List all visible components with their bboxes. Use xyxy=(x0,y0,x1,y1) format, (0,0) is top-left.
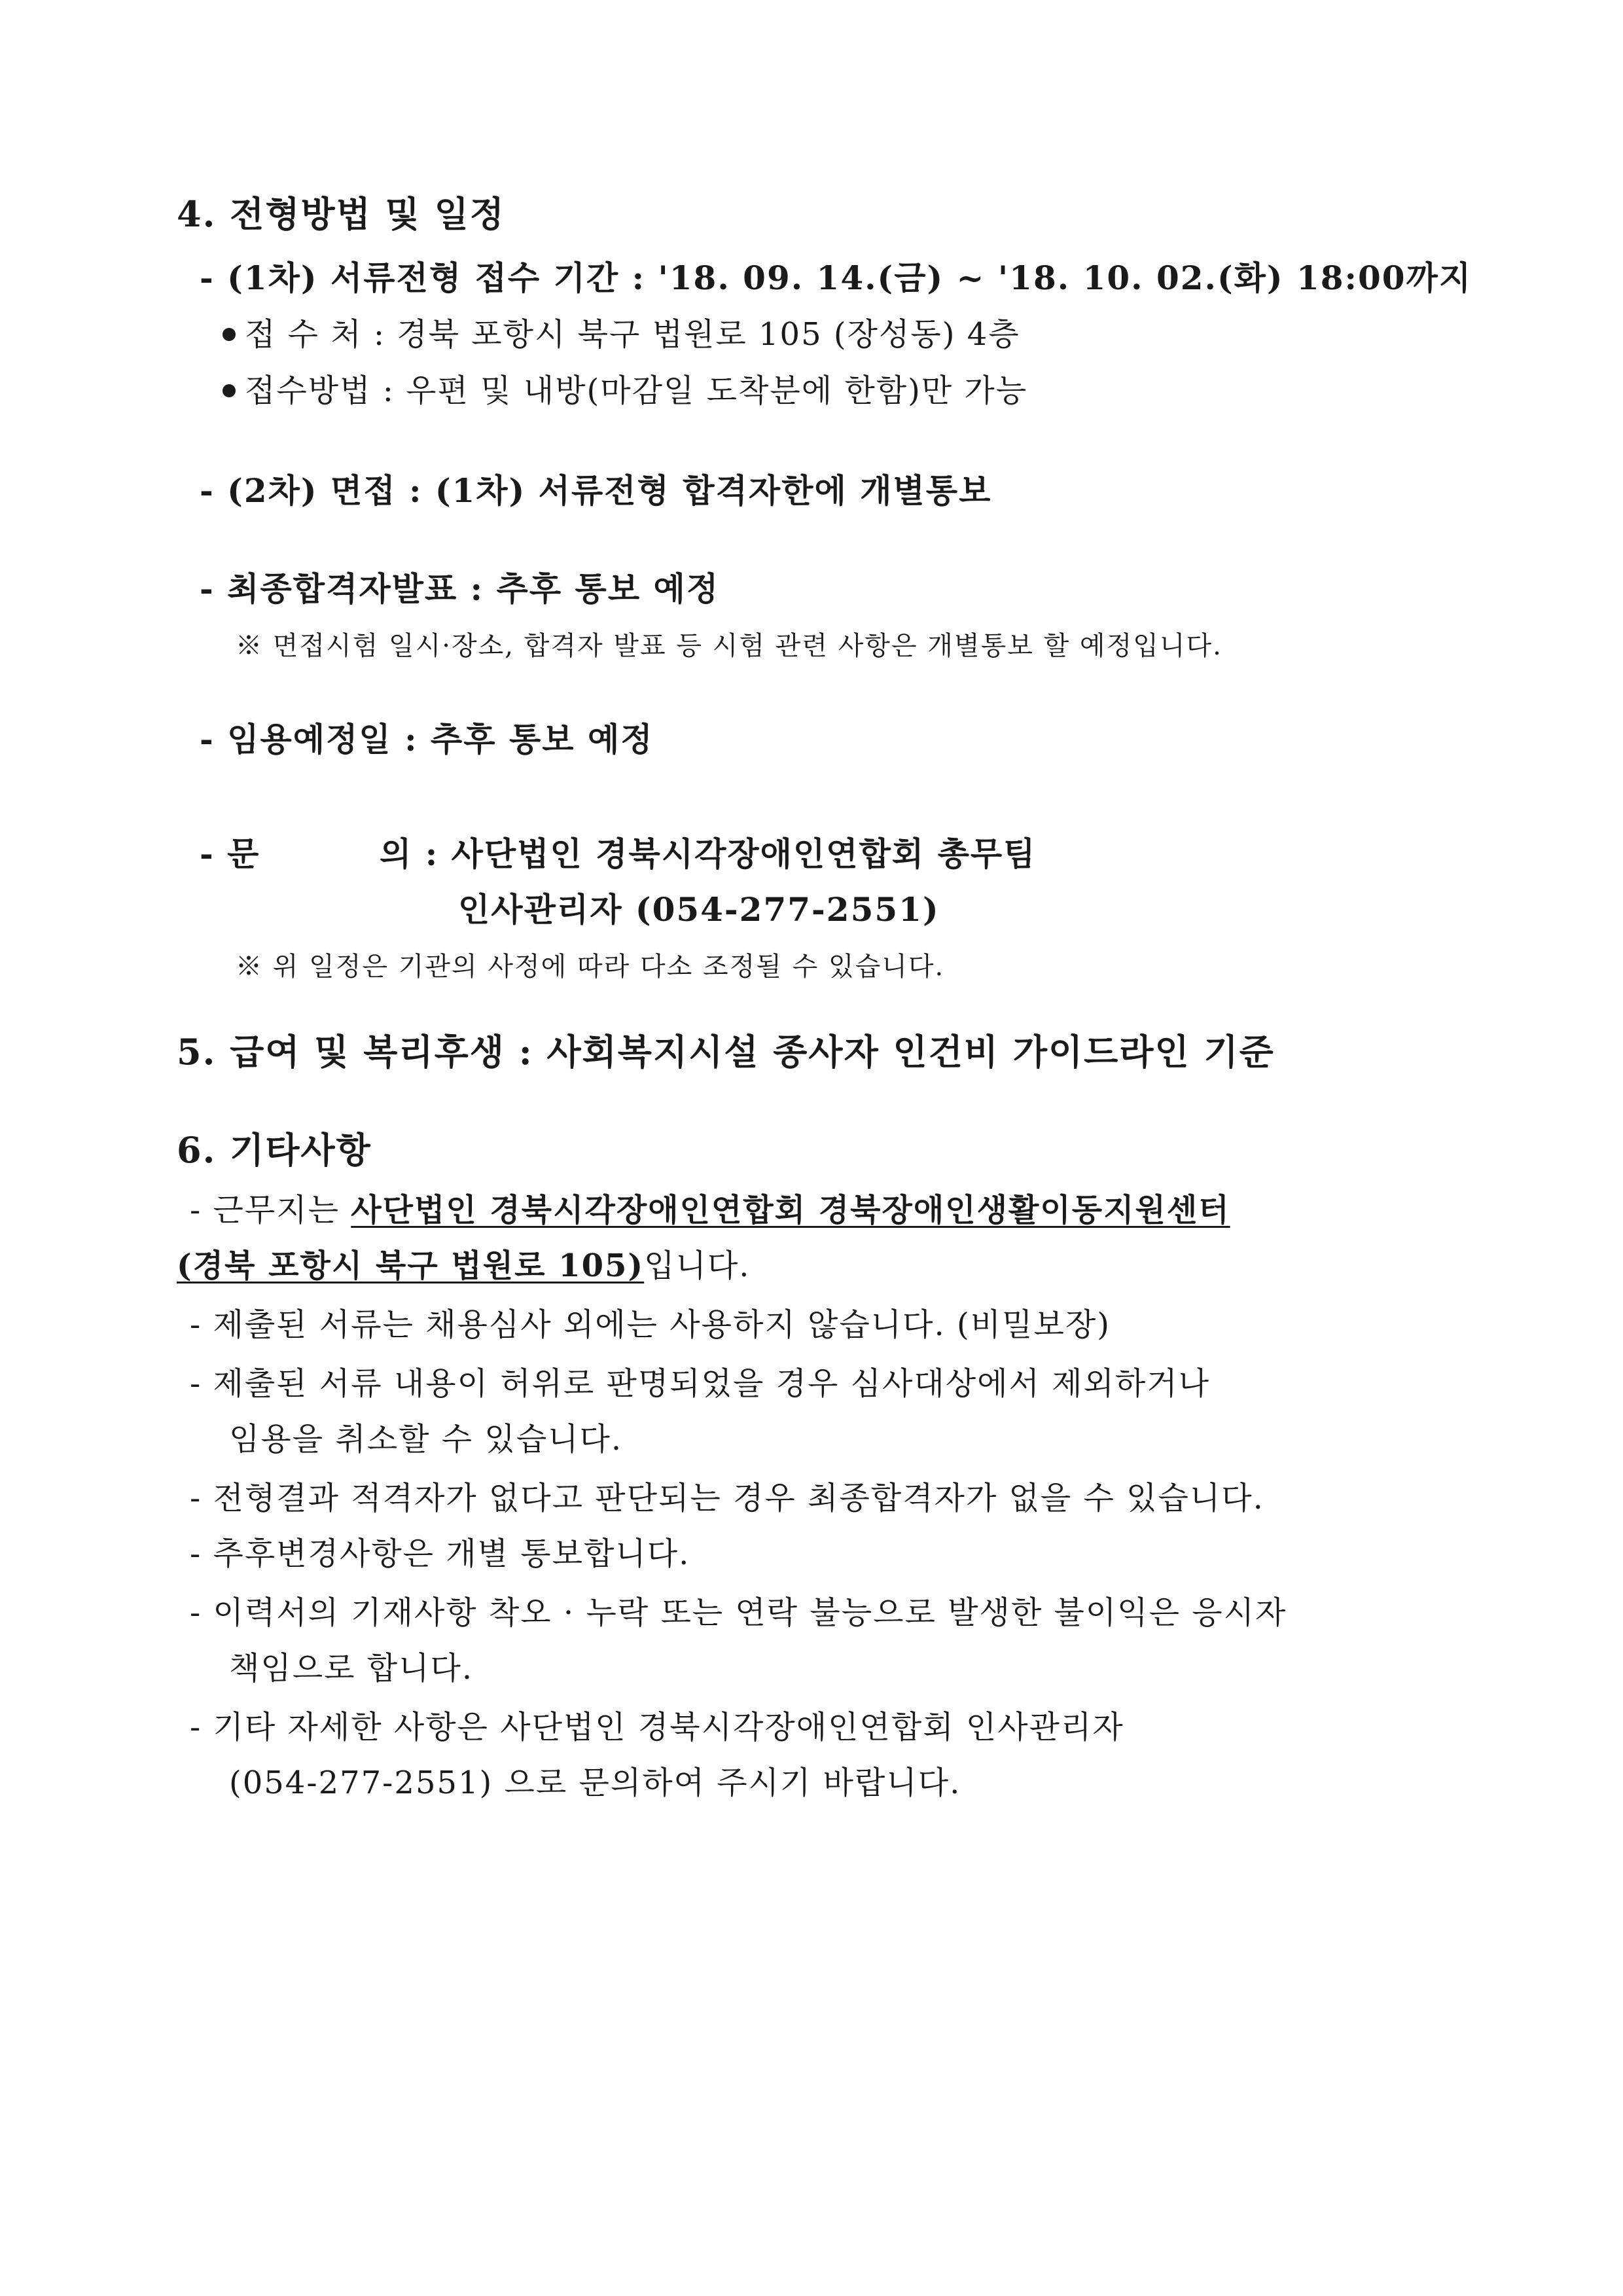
receipt-method-text: 접수방법 : 우편 및 내방(마감일 도착분에 한함)만 가능 xyxy=(245,372,1028,409)
list-item: - 전형결과 적격자가 없다고 판단되는 경우 최종합격자가 없을 수 있습니다. xyxy=(190,1480,1264,1516)
inquiry-contact-org: 의 : 사단법인 경북시각장애인연합회 총무팀 xyxy=(380,834,1037,873)
work-place-address: (경북 포항시 북구 법원로 105) xyxy=(177,1247,645,1284)
bullet-icon xyxy=(223,384,236,397)
section6-heading: 6. 기타사항 xyxy=(177,1129,372,1171)
list-item: - 제출된 서류는 채용심사 외에는 사용하지 않습니다. (비밀보장) xyxy=(190,1306,1111,1343)
inquiry-label: - 문 xyxy=(200,834,260,873)
appointment-date: - 임용예정일 : 추후 통보 예정 xyxy=(200,720,654,759)
bullet-icon xyxy=(223,328,236,341)
section4-heading: 4. 전형방법 및 일정 xyxy=(177,193,505,235)
work-place-suffix: 입니다. xyxy=(644,1247,751,1284)
list-item-cont: 책임으로 합니다. xyxy=(229,1650,474,1687)
list-item: - 이력서의 기재사항 착오 · 누락 또는 연락 불능으로 발생한 불이익은 응시자 xyxy=(190,1594,1287,1631)
work-place-prefix: - 근무지는 xyxy=(190,1192,351,1229)
final-announcement: - 최종합격자발표 : 추후 통보 예정 xyxy=(200,569,720,608)
inquiry-contact-person: 인사관리자 (054-277-2551) xyxy=(458,890,940,929)
work-place-address-line xyxy=(177,1240,751,1285)
work-place-name: 사단법인 경북시각장애인연합회 경북장애인생활이동지원센터 xyxy=(351,1192,1230,1229)
list-item-cont: (054-277-2551) 으로 문의하여 주시기 바랍니다. xyxy=(229,1765,961,1801)
receipt-place-text: 접 수 처 : 경북 포항시 북구 법원로 105 (장성동) 4층 xyxy=(245,316,1020,353)
second-round-interview: - (2차) 면접 : (1차) 서류전형 합격자한에 개별통보 xyxy=(200,471,992,510)
list-item-cont: 임용을 취소할 수 있습니다. xyxy=(229,1421,623,1458)
work-place-line xyxy=(190,1185,1230,1230)
list-item: - 추후변경사항은 개별 통보합니다. xyxy=(190,1535,690,1572)
list-item: - 제출된 서류 내용이 허위로 판명되었을 경우 심사대상에서 제외하거나 xyxy=(190,1365,1210,1402)
list-item: - 기타 자세한 사항은 사단법인 경북시각장애인연합회 인사관리자 xyxy=(190,1709,1124,1746)
first-round-period: - (1차) 서류전형 접수 기간 : '18. 09. 14.(금) ~ '18. 10. 02.(화) 18:00까지 xyxy=(200,259,1472,297)
final-note: ※ 면접시험 일시·장소, 합격자 발표 등 시험 관련 사항은 개별통보 할 예정입니다. xyxy=(236,631,1222,661)
receipt-method xyxy=(223,365,1027,410)
section5-heading: 5. 급여 및 복리후생 : 사회복지시설 종사자 인건비 가이드라인 기준 xyxy=(177,1031,1275,1073)
schedule-note: ※ 위 일정은 기관의 사정에 따라 다소 조정될 수 있습니다. xyxy=(236,952,945,982)
receipt-place xyxy=(223,309,1020,354)
